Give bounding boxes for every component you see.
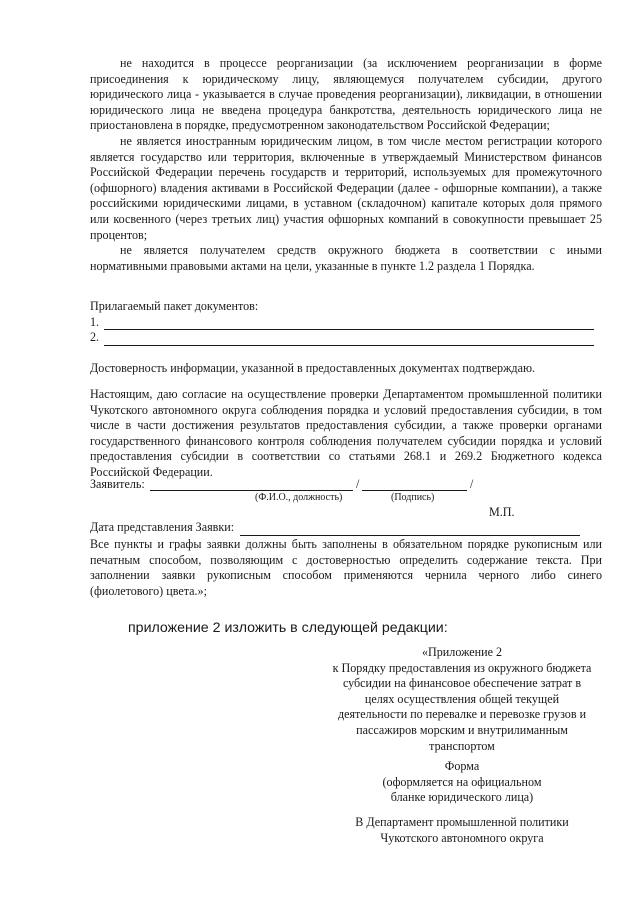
- documents-section: [90, 299, 602, 346]
- addressee-line: Чукотского автономного округа: [380, 830, 544, 845]
- addressee-line: В Департамент промышленной политики: [355, 815, 569, 829]
- criterion-other-funds: не является получателем средств окружного бюджета в соответствии с иными нормативными правовыми актами на цели, указанные в пункте 1.2 раздела 1 Порядка.: [90, 243, 602, 273]
- applicant-name-field[interactable]: [150, 477, 353, 491]
- name-hint: (Ф.И.О., должность): [255, 492, 343, 503]
- appendix-line: «Приложение 2: [421, 645, 503, 659]
- filling-note: Все пункты и графы заявки должны быть заполнены в обязательном порядке рукописным или печатным способом, позволяющим с достоверностью определить содержание текста. При заполнении заявки рукописным способом применяются чернила черного либо синего (фиолетового) цвета.»;: [90, 537, 602, 598]
- appendix-line: деятельности по перевалке и перевозке грузов и: [337, 707, 587, 722]
- signature-row: [90, 477, 602, 492]
- signature-separator: /: [356, 477, 360, 491]
- criteria-section: [90, 56, 602, 274]
- appendix-line: транспортом: [429, 738, 495, 753]
- documents-heading: Прилагаемый пакет документов:: [90, 299, 259, 313]
- amendment-instruction: приложение 2 изложить в следующей редакции:: [128, 620, 448, 636]
- appendix-line: к Порядку предоставления из окружного бюджета: [332, 660, 592, 675]
- document-row-1: [90, 315, 602, 331]
- date-row: [90, 520, 602, 536]
- stamp-label: М.П.: [489, 505, 515, 519]
- signature-separator-end: /: [470, 477, 474, 491]
- applicant-signature-field[interactable]: [362, 477, 467, 491]
- date-field[interactable]: [240, 523, 580, 536]
- document-2-field[interactable]: [104, 333, 594, 346]
- addressee-block: [312, 815, 612, 846]
- appendix-header: [312, 645, 612, 754]
- appendix-line: целях осуществления общей текущей: [364, 691, 560, 706]
- date-label: Дата представления Заявки:: [90, 520, 235, 534]
- signature-hint: (Подпись): [391, 492, 435, 503]
- form-note: [312, 759, 612, 806]
- document-row-2: [90, 330, 602, 346]
- appendix-line: пассажиров морским и внутрилиманным: [356, 722, 568, 737]
- document-1-field[interactable]: [104, 317, 594, 330]
- form-line: бланке юридического лица): [390, 790, 534, 805]
- document-number: 2.: [90, 330, 100, 345]
- appendix-line: субсидии на финансовое обеспечение затрат в: [342, 676, 582, 691]
- confirmation-text: Достоверность информации, указанной в предоставленных документах подтверждаю.: [90, 361, 536, 375]
- criterion-foreign-entity: не является иностранным юридическим лицом, в том числе местом регистрации которого является государство или территория, включенные в утверждаемый Министерством финансов Российской Федерации перечень государств и территорий, используемых для промежуточного (офшорного) владения активами в Российской Федерации (далее - офшорные компании), а также российскими юридическими лицами, в уставном (складочном) капитале которых доля прямого или косвенного (через третьих лиц) участия офшорных компаний в совокупности превышает 25 процентов;: [90, 133, 602, 242]
- consent-paragraph: Настоящим, даю согласие на осуществление проверки Департаментом промышленной политики Чукотского автономного округа соблюдения порядка и условий предоставления субсидии, в том числе в части достижения результатов предоставления субсидии, а также проверки органами государственного финансового контроля соблюдения получателем субсидии порядка и условий предоставления субсидии в соответствии со статьями 268.1 и 269.2 Бюджетного кодекса Российской Федерации.: [90, 387, 602, 479]
- applicant-label: Заявитель:: [90, 477, 145, 491]
- criterion-reorganization: не находится в процессе реорганизации (за исключением реорганизации в форме присоединения к юридическому лицу, являющемуся получателем субсидии, другого юридического лица - указывается в случае проведения реорганизации), ликвидации, в отношении юридического лица не введена процедура банкротства, деятельность юридического лица не приостановлена в порядке, предусмотренном законодательством Российской Федерации;: [90, 56, 602, 133]
- form-line: (оформляется на официальном: [382, 774, 542, 789]
- form-title: Форма: [444, 759, 480, 773]
- document-number: 1.: [90, 314, 100, 329]
